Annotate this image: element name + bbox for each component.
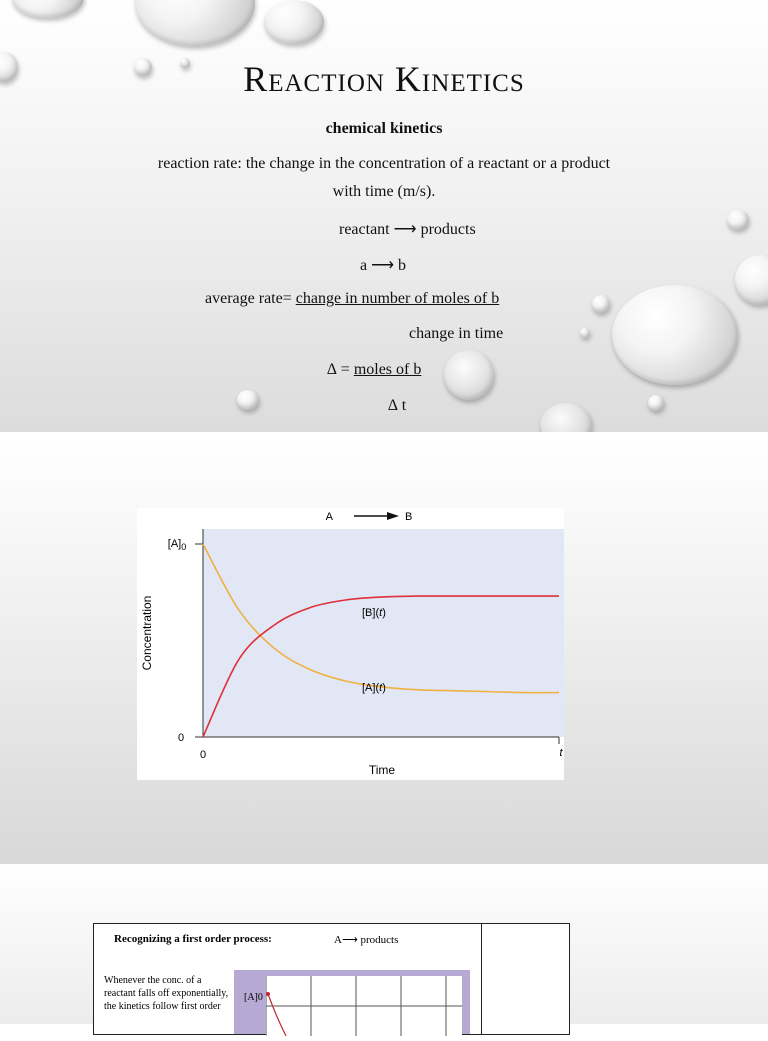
chart-title [326,511,413,523]
definition-line-1: reaction rate: the change in the concentration of a reactant or a product [157,155,611,172]
y-tick-label-a0: $[A]_0$ [167,538,187,552]
x-tick-label-zero: 0 [199,749,207,761]
chart-title-b: B [405,511,413,523]
plot-decay-curve [268,994,286,1036]
slide-reaction-kinetics [0,0,768,432]
water-drop-decoration [237,390,259,410]
water-drop-decoration [735,255,768,305]
water-drop-decoration [648,395,664,411]
plot-axis-label: [A]0 [244,992,263,1003]
water-drop-decoration [264,0,324,44]
average-rate-numerator: change in number of moles of b [295,290,500,307]
slide-separator [0,432,768,440]
plot-grid [266,976,462,1036]
delta-denominator: ∆ t [388,397,407,414]
slide-title: Reaction Kinetics [243,59,525,99]
water-drop-decoration [540,403,592,432]
concentration-chart [137,508,564,780]
water-drop-decoration [135,0,255,46]
definition-line-2: with time (m/s). [332,183,436,200]
subtitle: chemical kinetics [325,120,443,137]
water-drop-decoration [580,328,590,338]
box-reaction: A⟶ products [334,934,399,946]
equation-reactant-products: reactant ⟶ products [339,221,476,238]
average-rate-denominator: change in time [409,325,504,342]
chart-svg [137,508,564,780]
chart-title-arrow-head [387,512,399,520]
water-drop-decoration [592,295,610,313]
chart-title-a: A [325,511,333,523]
x-axis-label: Time [368,763,396,777]
plot-grid-svg [266,976,462,1036]
box-title: Recognizing a first order process: [114,933,272,945]
y-axis-label: Concentration [140,595,154,671]
slide-separator [0,864,768,870]
water-drop-decoration [612,285,738,385]
equation-a-b: a ⟶ b [360,257,407,274]
box-description: Whenever the conc. of a reactant falls off exponentially, the kinetics follow first order [104,975,229,1012]
first-order-plot [234,970,470,1034]
box-divider [481,924,482,1034]
delta-numerator: moles of b [353,361,422,378]
average-rate-line [205,290,499,308]
water-drop-decoration [444,350,494,400]
first-order-box [93,923,570,1035]
water-drop-decoration [727,210,749,230]
y-tick-label-zero: 0 [177,732,185,744]
delta-label: ∆ = [327,361,354,378]
average-rate-label: average rate= [205,290,296,307]
delta-line [327,361,421,379]
series-label-b: [B](t) [362,607,386,619]
water-drop-decoration [12,0,84,18]
series-label-a: [A](t) [362,682,386,694]
x-tick-label-t: t [559,747,563,759]
